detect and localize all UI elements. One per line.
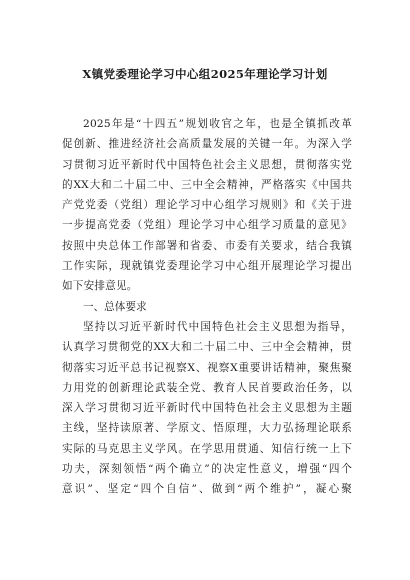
paragraph-2-line: 主线，坚持读原著、学原文、悟原理，大力弘扬理论联系 xyxy=(62,422,352,435)
paragraph-2-line: 深入学习贯彻习近平新时代中国特色社会主义思想为主题 xyxy=(62,402,352,415)
paragraph-1-line: 2025年是“十四五”规划收官之年，也是全镇抓改革 xyxy=(83,118,352,130)
paragraph-2-line: 坚持以习近平新时代中国特色社会主义思想为指导， xyxy=(83,320,352,333)
paragraph-1-line: 产党党委（党组）理论学习中心组学习规则》和《关于进 xyxy=(62,199,352,212)
paragraph-2-line: 意识”、坚定“四个自信”、做到“两个维护”，凝心聚 xyxy=(62,483,352,496)
paragraph-1-line: 按照中央总体工作部署和省委、市委有关要求，结合我镇 xyxy=(62,239,352,252)
paragraph-2-line: 认真学习贯彻党的XX大和二十届二中、三中全会精神，贯 xyxy=(62,341,352,354)
section-heading: 一、总体要求 xyxy=(83,300,147,313)
paragraph-1-line: 工作实际，现就镇党委理论学习中心组开展理论学习提出 xyxy=(62,260,352,273)
paragraph-1-line: 如下安排意见。 xyxy=(62,280,138,293)
paragraph-2-line: 实际的马克思主义学风。在学思用贯通、知信行统一上下 xyxy=(62,442,352,455)
paragraph-1-line: 的XX大和二十届二中、三中全会精神，严格落实《中国共 xyxy=(62,178,352,191)
paragraph-1-line: 促创新、推进经济社会高质量发展的关键一年。为深入学 xyxy=(62,138,352,151)
paragraph-2-line: 彻落实习近平总书记视察X、视察X重要讲话精神，聚焦聚 xyxy=(62,361,352,374)
document-body xyxy=(62,114,352,500)
paragraph-2-line: 力用党的创新理论武装全党、教育人民首要政治任务，以 xyxy=(62,381,352,394)
document-title: X镇党委理论学习中心组2025年理论学习计划 xyxy=(82,67,328,81)
paragraph-2-line: 功夫，深刻领悟“两个确立”的决定性意义，增强“四个 xyxy=(62,463,352,476)
paragraph-1-line: 一步提高党委（党组）理论学习中心组学习质量的意见》 xyxy=(62,219,352,232)
paragraph-1-line: 习贯彻习近平新时代中国特色社会主义思想，贯彻落实党 xyxy=(62,158,352,171)
